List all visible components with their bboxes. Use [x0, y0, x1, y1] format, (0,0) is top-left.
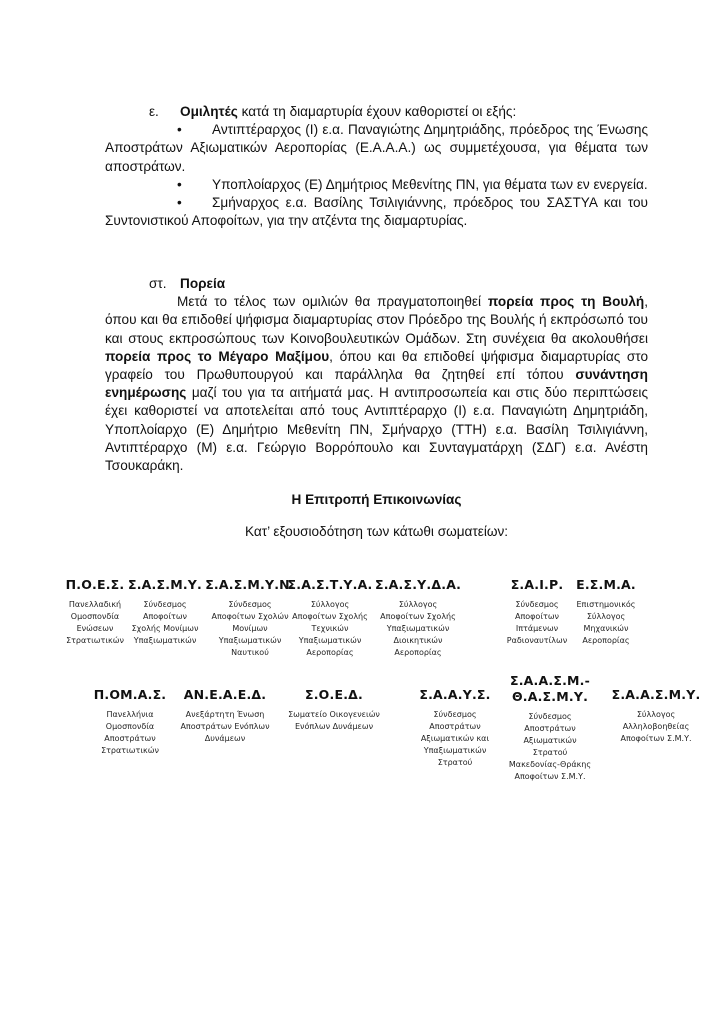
description-line: Ενόπλων Δυνάμεων	[294, 722, 374, 731]
organization-entry	[274, 687, 394, 733]
organization-description	[490, 711, 610, 783]
speaker-bullet: • Σμήναρχος ε.α. Βασίλης Τσιλιγιάννης, πρόεδρος του ΣΑΣΤΥΑ και του Συντονιστικού Αποφοίτων, για την ατζέντα της διαμαρτυρίας.	[105, 195, 648, 229]
organization-abbreviation: Σ.Α.Α.Υ.Σ.	[419, 687, 491, 702]
description-line: Στρατού	[532, 748, 568, 757]
description-line: Σύνδεσμος	[228, 600, 272, 609]
section-marker: στ.	[149, 276, 167, 291]
organization-abbreviation: Σ.Α.Σ.Μ.Υ.Ν.	[205, 577, 295, 592]
organization-abbreviation: Ε.Σ.Μ.Α.	[576, 577, 636, 592]
description-line: Σωματείο Οικογενειών	[288, 710, 380, 719]
organization-description	[358, 599, 478, 659]
description-line: Ομοσπονδία	[70, 612, 120, 621]
section-st-heading	[105, 275, 648, 293]
description-line: Υπαξιωματικών	[386, 624, 450, 633]
section-marker: ε.	[149, 104, 159, 119]
organization-abbreviation: Σ.Ο.Ε.Δ.	[305, 687, 363, 702]
description-line: Υπαξιωματικών	[298, 636, 362, 645]
speaker-bullet: • Αντιπτέραρχος (Ι) ε.α. Παναγιώτης Δημητριάδης, πρόεδρος της Ένωσης Αποστράτων Αξιωματικών Αεροπορίας (Ε.Α.Α.Α.) ως συμμετέχουσα, για θέματα των αποστράτων.	[105, 122, 648, 174]
abbreviation-line: Θ.Α.Σ.Μ.Υ.	[511, 689, 589, 704]
description-line: Αλληλοβοηθείας	[622, 722, 690, 731]
description-line: Υπαξιωματικών	[423, 746, 487, 755]
description-line: Σύλλογος	[310, 600, 350, 609]
description-line: Πανελλαδική	[68, 600, 122, 609]
description-line: Αποφοίτων Σχολής	[380, 612, 456, 621]
organization-abbreviation: Σ.Α.Σ.Τ.Υ.Α.	[287, 577, 373, 592]
description-line: Στρατιωτικών	[66, 636, 124, 645]
description-line: Αεροπορίας	[394, 648, 442, 657]
speaker-bullet: • Υποπλοίαρχος (Ε) Δημήτριος Μεθενίτης ΠΝ, για θέματα των εν ενεργεία.	[105, 176, 648, 194]
description-line: Αξιωματικών και	[420, 734, 490, 743]
paragraph-text: , όπου και θα επιδοθεί ψήφισμα διαμαρτυρίας στο γραφείο του Πρωθυπουργού και παράλληλα θα ζητηθεί επί τόπου	[105, 348, 649, 383]
description-line: Ομοσπονδία	[105, 722, 155, 731]
description-line: Σύλλογος	[586, 612, 626, 621]
description-line: Σύλλογος	[636, 710, 676, 719]
organization-abbreviation: Π.ΟΜ.Α.Σ.	[93, 687, 167, 702]
paragraph-text: , όπου και θα επιδοθεί ψήφισμα διαμαρτυρίας στον Πρόεδρο της Βουλής ή εκπρόσωπό του και στους εκπροσώπους των Κοινοβουλευτικών Ομάδων. Στη συνέχεια θα ακολουθήσει	[105, 294, 648, 346]
description-line: Υπαξιωματικών	[133, 636, 197, 645]
description-line: Αξιωματικών	[523, 736, 577, 745]
emphasis-text: πορεία προς τη Βουλή	[487, 294, 645, 310]
authorization-line: Κατ’ εξουσιοδότηση των κάτωθι σωματείων:	[244, 524, 509, 539]
organization-entry	[596, 687, 716, 745]
section-title: Πορεία	[180, 276, 226, 291]
description-line: Αποφοίτων Σ.Μ.Υ.	[620, 734, 692, 743]
description-line: Σύνδεσμος	[433, 710, 477, 719]
description-line: Σύλλογος	[398, 600, 438, 609]
description-line: Σχολής Μονίμων	[131, 624, 199, 633]
organization-description	[274, 709, 394, 733]
description-line: Διοικητικών	[393, 636, 443, 645]
description-line: Σύνδεσμος	[143, 600, 187, 609]
description-line: Αεροπορίας	[582, 636, 630, 645]
description-line: Αποφοίτων	[142, 612, 188, 621]
emphasis-text: πορεία προς το Μέγαρο Μαξίμου	[105, 348, 330, 364]
description-line: Ενώσεων	[76, 624, 114, 633]
description-line: Αποστράτων Ενόπλων	[180, 722, 270, 731]
emphasis-text: συνάντηση ενημέρωσης	[105, 367, 648, 401]
bullet-icon: •	[177, 195, 182, 211]
organization-entry	[358, 577, 478, 659]
description-line: Ναυτικού	[231, 648, 269, 657]
description-line: Ιπτάμενων	[515, 624, 559, 633]
committee-name: Η Επιτροπή Επικοινωνίας	[291, 492, 462, 507]
organization-entry	[546, 577, 666, 647]
organization-abbreviation	[490, 673, 610, 705]
description-line: Αποστράτων	[429, 722, 481, 731]
section-st	[105, 275, 648, 475]
description-line: Αποφοίτων Σχολής	[292, 612, 368, 621]
description-line: Μακεδονίας-Θράκης	[508, 760, 592, 769]
description-line: Δυνάμεων	[204, 734, 246, 743]
organization-abbreviation: Σ.Α.Ι.Ρ.	[510, 577, 564, 592]
description-line: Αποστράτων	[104, 734, 156, 743]
description-line: Επιστημονικός	[576, 600, 636, 609]
description-line: Αποφοίτων Σ.Μ.Υ.	[514, 772, 586, 781]
bullet-icon: •	[177, 122, 182, 138]
description-line: Υπαξιωματικών	[218, 636, 282, 645]
organization-abbreviation: ΑΝ.Ε.Α.Ε.Δ.	[183, 687, 267, 702]
organization-description	[596, 709, 716, 745]
description-line: Μηχανικών	[583, 624, 629, 633]
description-line: Τεχνικών	[311, 624, 349, 633]
section-e-heading	[105, 103, 648, 121]
organization-entry	[490, 673, 610, 783]
organization-description	[546, 599, 666, 647]
description-line: Στρατιωτικών	[101, 746, 159, 755]
march-paragraph	[105, 293, 648, 475]
section-intro: κατά τη διαμαρτυρία έχουν καθοριστεί οι εξής:	[237, 104, 517, 119]
organization-abbreviation: Σ.Α.Σ.Υ.Δ.Α.	[374, 577, 462, 592]
paragraph-text: μαζί του για τα αιτήματά μας. Η αντιπροσωπεία και στις δύο περιπτώσεις έχει καθοριστεί να αποτελείται από τους Αντιπτέραρχο (Ι) ε.α. Παναγιώτη Δημητριάδη, Υποπλοίαρχο (Ε) Δημήτριο Μεθενίτη ΠΝ, Σμήναρχο (ΤΤΗ) ε.α. Βασίλη Τσιλιγιάννη, Αντιπτέραρχο (Μ) ε.α. Γεώργιο Βορρόπουλο και Συνταγματάρχη (ΣΔΓ) ε.α. Ανέστη Τσουκαράκη.	[105, 385, 648, 474]
organization-abbreviation: Π.Ο.Ε.Σ.	[65, 577, 125, 592]
description-line: Ανεξάρτητη Ένωση	[185, 710, 265, 719]
organization-abbreviation: Σ.Α.Α.Σ.Μ.Υ.	[611, 687, 701, 702]
organization-entry	[165, 687, 285, 745]
description-line: Πανελλήνια	[106, 710, 154, 719]
description-line: Σύνδεσμος	[515, 600, 559, 609]
description-line: Ραδιοναυτίλων	[506, 636, 568, 645]
description-line: Αεροπορίας	[306, 648, 354, 657]
organization-abbreviation: Σ.Α.Σ.Μ.Υ.	[128, 577, 202, 592]
description-line: Αποφοίτων	[514, 612, 560, 621]
description-line: Αποφοίτων Σχολών	[211, 612, 289, 621]
description-line: Στρατού	[437, 758, 473, 767]
description-line: Αποστράτων	[524, 724, 576, 733]
description-line: Σύνδεσμος	[528, 712, 572, 721]
description-line: Μονίμων	[232, 624, 268, 633]
committee-signature	[105, 492, 648, 507]
abbreviation-line: Σ.Α.Α.Σ.Μ.-	[510, 673, 590, 688]
section-e	[105, 103, 648, 230]
organization-description	[165, 709, 285, 745]
section-title: Ομιλητές	[180, 104, 238, 119]
paragraph-text: Μετά το τέλος των ομιλιών θα πραγματοποιηθεί	[177, 294, 488, 310]
bullet-icon: •	[177, 176, 182, 192]
